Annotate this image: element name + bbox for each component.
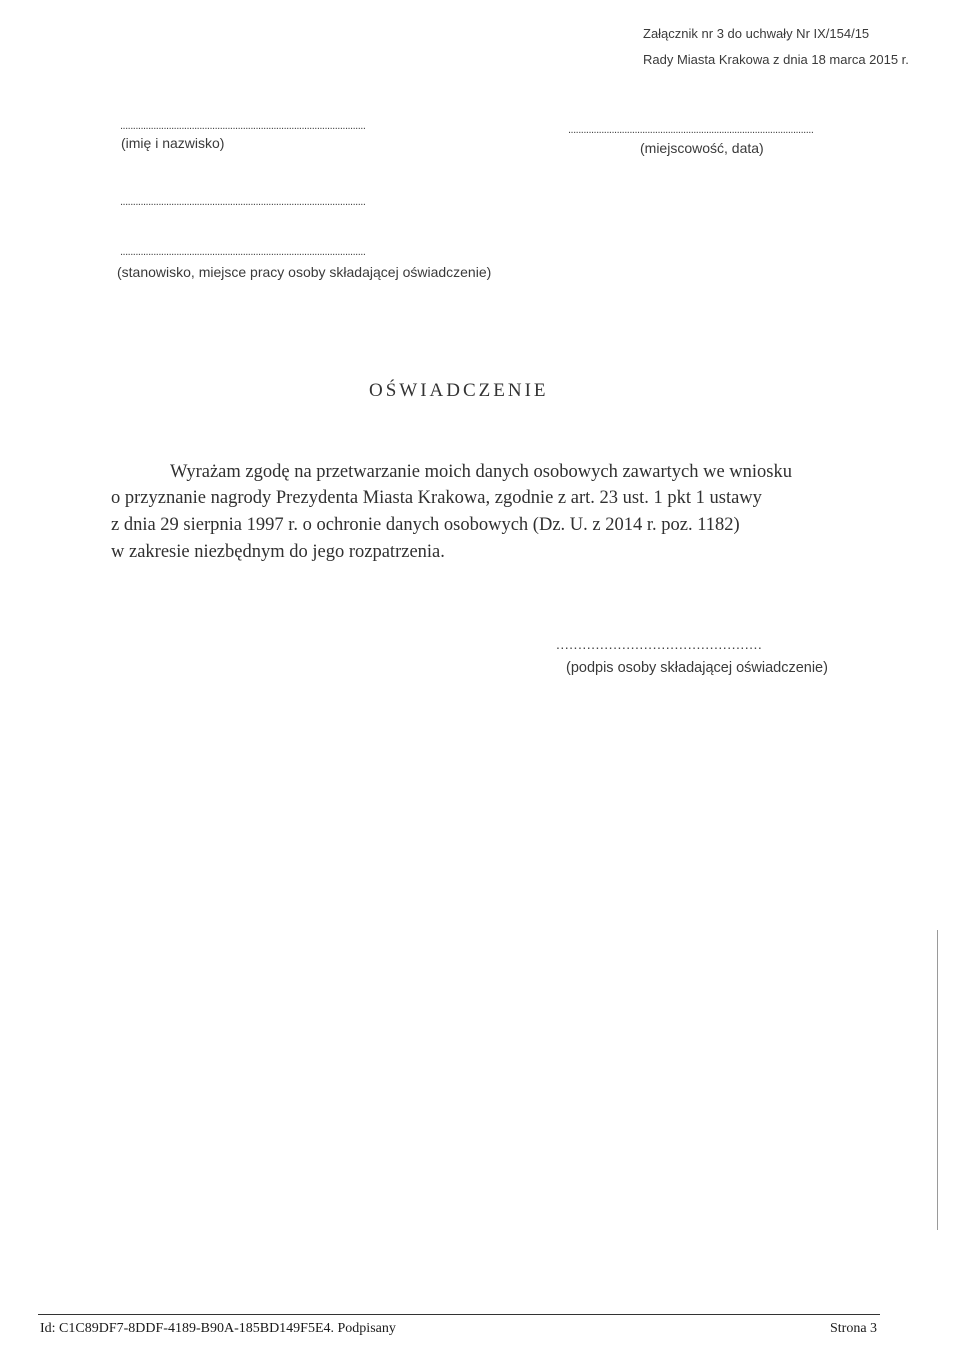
page-number: Strona 3 — [830, 1321, 878, 1336]
signature-dotted-line: ............................................... — [556, 636, 763, 652]
name-dotted-line: ................................................................................................ — [120, 120, 366, 132]
declaration-line-4: w zakresie niezbędnym do jego rozpatrzenia. — [111, 542, 445, 562]
declaration-line-3: z dnia 29 sierpnia 1997 r. o ochronie danych osobowych (Dz. U. z 2014 r. poz. 1182) — [111, 515, 740, 535]
signature-caption: (podpis osoby składającej oświadczenie) — [566, 660, 828, 676]
declaration-line-2: o przyznanie nagrody Prezydenta Miasta Krakowa, zgodnie z art. 23 ust. 1 pkt 1 ustawy — [111, 488, 762, 508]
name-caption: (imię i nazwisko) — [121, 135, 225, 151]
document-id: Id: C1C89DF7-8DDF-4189-B90A-185BD149F5E4. Podpisany — [40, 1321, 396, 1336]
place-date-caption: (miejscowość, data) — [640, 140, 764, 156]
declaration-line-1: Wyrażam zgodę na przetwarzanie moich danych osobowych zawartych we wniosku — [170, 462, 792, 482]
declaration-title: OŚWIADCZENIE — [369, 380, 549, 401]
position-dotted-line-2: ................................................................................................ — [120, 246, 366, 258]
annex-reference-line-1: Załącznik nr 3 do uchwały Nr IX/154/15 — [643, 26, 870, 41]
scan-edge-line — [937, 930, 938, 1230]
position-dotted-line-1: ................................................................................................ — [120, 196, 366, 208]
footer-rule — [38, 1314, 880, 1315]
place-date-dotted-line: ................................................................................................ — [568, 124, 814, 136]
position-caption: (stanowisko, miejsce pracy osoby składającej oświadczenie) — [117, 264, 492, 280]
annex-reference-line-2: Rady Miasta Krakowa z dnia 18 marca 2015 r. — [643, 52, 909, 67]
